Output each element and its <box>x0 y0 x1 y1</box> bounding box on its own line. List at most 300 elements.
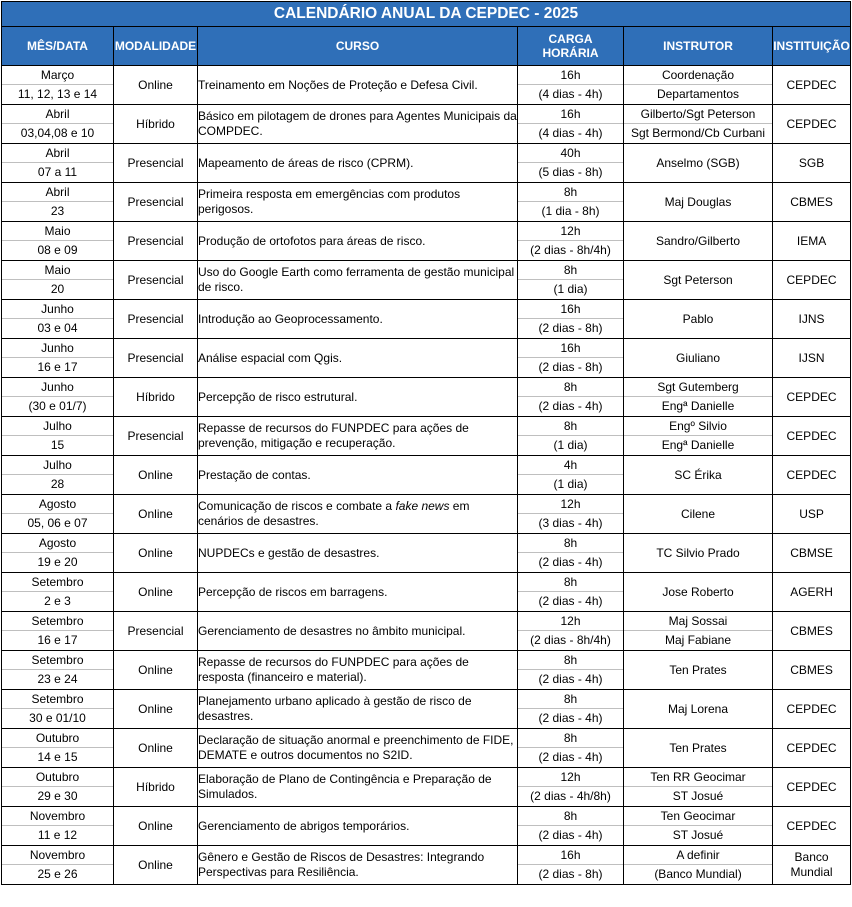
table-row <box>2 144 851 183</box>
course-cell <box>198 495 518 534</box>
date-cell <box>2 495 114 534</box>
hours-detail: (2 dias - 8h) <box>538 360 603 374</box>
institution-cell: CBMSE <box>773 534 851 573</box>
date-stack <box>2 807 113 845</box>
date-cell <box>2 807 114 846</box>
instructor-secondary: ST Josué <box>672 789 724 803</box>
institution-cell: CBMES <box>773 651 851 690</box>
month-text: Maio <box>2 222 113 241</box>
date-cell <box>2 534 114 573</box>
hours-cell <box>518 534 624 573</box>
hours-detail: (2 dias - 4h) <box>538 750 603 764</box>
month-text: Maio <box>2 261 113 280</box>
date-cell <box>2 729 114 768</box>
month-text: Setembro <box>2 651 113 670</box>
hours-total: 8h <box>518 261 623 280</box>
hours-cell <box>518 66 624 105</box>
hours-total: 8h <box>518 417 623 436</box>
institution-cell: CEPDEC <box>773 690 851 729</box>
modality-cell: Online <box>114 573 198 612</box>
instructor-cell <box>624 183 773 222</box>
hours-detail: (1 dia) <box>553 282 588 296</box>
course-text-em: fake news <box>395 499 450 513</box>
table-row <box>2 612 851 651</box>
hours-stack <box>518 222 623 260</box>
month-text: Abril <box>2 144 113 163</box>
days-text: 14 e 15 <box>37 750 78 764</box>
course-cell <box>198 573 518 612</box>
institution-cell: CEPDEC <box>773 456 851 495</box>
hours-stack <box>518 378 623 416</box>
institution-cell: CBMES <box>773 612 851 651</box>
hours-detail: (2 dias - 4h) <box>538 672 603 686</box>
days-text: 19 e 20 <box>37 555 78 569</box>
course-cell <box>198 300 518 339</box>
month-text: Novembro <box>2 846 113 865</box>
hours-stack <box>518 456 623 494</box>
hours-cell <box>518 144 624 183</box>
table-row <box>2 66 851 105</box>
month-text: Setembro <box>2 573 113 592</box>
instructor-stack <box>624 378 772 416</box>
modality-cell: Presencial <box>114 300 198 339</box>
hours-detail: (4 dias - 4h) <box>538 87 603 101</box>
modality-cell: Online <box>114 495 198 534</box>
date-cell <box>2 144 114 183</box>
instructor-primary: Jose Roberto <box>662 585 734 599</box>
date-stack <box>2 456 113 494</box>
instructor-primary: Giuliano <box>675 351 721 365</box>
date-cell <box>2 456 114 495</box>
table-row <box>2 456 851 495</box>
hours-cell <box>518 456 624 495</box>
hours-detail: (2 dias - 4h/8h) <box>530 789 611 803</box>
table-row <box>2 378 851 417</box>
hours-stack <box>518 612 623 650</box>
course-cell <box>198 729 518 768</box>
instructor-primary: Ten Prates <box>669 663 727 677</box>
table-row <box>2 729 851 768</box>
hours-cell <box>518 729 624 768</box>
date-cell <box>2 768 114 807</box>
hours-cell <box>518 378 624 417</box>
course-text: Elaboração de Plano de Contingência e Preparação de Simulados. <box>198 772 492 801</box>
hours-cell <box>518 573 624 612</box>
course-text: Mapeamento de áreas de risco (CPRM). <box>198 155 414 170</box>
date-stack <box>2 690 113 728</box>
hours-total: 8h <box>518 378 623 397</box>
hours-stack <box>518 144 623 182</box>
course-text: Introdução ao Geoprocessamento. <box>198 311 383 326</box>
days-text: 30 e 01/10 <box>29 711 86 725</box>
hours-cell <box>518 495 624 534</box>
hours-total: 12h <box>518 768 623 787</box>
hours-total: 8h <box>518 690 623 709</box>
hours-stack <box>518 339 623 377</box>
days-text: 05, 06 e 07 <box>27 516 88 530</box>
date-stack <box>2 651 113 689</box>
modality-cell: Online <box>114 456 198 495</box>
hours-stack <box>518 573 623 611</box>
date-cell <box>2 105 114 144</box>
table-row <box>2 339 851 378</box>
modality-cell: Online <box>114 729 198 768</box>
course-cell <box>198 612 518 651</box>
hours-total: 8h <box>518 807 623 826</box>
modality-cell: Online <box>114 66 198 105</box>
table-row <box>2 651 851 690</box>
course-text: Repasse de recursos do FUNPDEC para ações de resposta (financeiro e material). <box>198 655 469 684</box>
days-text: 29 e 30 <box>37 789 78 803</box>
date-stack <box>2 66 113 104</box>
instructor-primary: Maj Lorena <box>667 702 729 716</box>
hours-cell <box>518 300 624 339</box>
instructor-primary: Engº Silvio <box>624 417 772 436</box>
course-text-post: em cenários de desastres. <box>198 499 470 528</box>
modality-cell: Híbrido <box>114 105 198 144</box>
hours-detail: (2 dias - 4h) <box>538 594 603 608</box>
date-cell <box>2 261 114 300</box>
header-modality: MODALIDADE <box>114 27 198 66</box>
instructor-cell <box>624 66 773 105</box>
course-cell <box>198 846 518 885</box>
month-text: Março <box>2 66 113 85</box>
hours-cell <box>518 222 624 261</box>
month-text: Junho <box>2 378 113 397</box>
instructor-primary: Maj Sossai <box>624 612 772 631</box>
course-cell <box>198 690 518 729</box>
hours-detail: (2 dias - 8h/4h) <box>530 633 611 647</box>
modality-cell: Presencial <box>114 612 198 651</box>
hours-detail: (5 dias - 8h) <box>538 165 603 179</box>
header-date: MÊS/DATA <box>2 27 114 66</box>
instructor-stack <box>624 417 772 455</box>
course-text: Análise espacial com Qgis. <box>198 350 343 365</box>
instructor-cell <box>624 612 773 651</box>
date-cell <box>2 846 114 885</box>
instructor-cell <box>624 729 773 768</box>
institution-cell: CBMES <box>773 183 851 222</box>
instructor-primary: Ten Geocimar <box>624 807 772 826</box>
hours-total: 16h <box>518 300 623 319</box>
hours-detail: (1 dia) <box>553 477 588 491</box>
table-row <box>2 261 851 300</box>
date-cell <box>2 222 114 261</box>
instructor-primary: Ten RR Geocimar <box>624 768 772 787</box>
month-text: Julho <box>2 417 113 436</box>
date-stack <box>2 573 113 611</box>
instructor-cell <box>624 807 773 846</box>
month-text: Setembro <box>2 612 113 631</box>
table-row <box>2 846 851 885</box>
instructor-cell <box>624 261 773 300</box>
instructor-stack <box>624 846 772 884</box>
institution-cell: CEPDEC <box>773 768 851 807</box>
date-stack <box>2 729 113 767</box>
institution-cell: AGERH <box>773 573 851 612</box>
days-text: 20 <box>50 282 65 296</box>
date-stack <box>2 339 113 377</box>
hours-detail: (3 dias - 4h) <box>538 516 603 530</box>
date-stack <box>2 417 113 455</box>
instructor-cell <box>624 222 773 261</box>
hours-stack <box>518 495 623 533</box>
modality-cell: Presencial <box>114 339 198 378</box>
instructor-primary: Coordenação <box>624 66 772 85</box>
hours-detail: (2 dias - 4h) <box>538 555 603 569</box>
hours-detail: (2 dias - 4h) <box>538 399 603 413</box>
hours-detail: (2 dias - 8h) <box>538 321 603 335</box>
institution-cell: SGB <box>773 144 851 183</box>
date-stack <box>2 105 113 143</box>
date-cell <box>2 378 114 417</box>
instructor-cell <box>624 105 773 144</box>
instructor-secondary: Maj Fabiane <box>664 633 732 647</box>
header-hours <box>518 27 624 66</box>
month-text: Outubro <box>2 729 113 748</box>
instructor-cell <box>624 573 773 612</box>
header-course: CURSO <box>198 27 518 66</box>
instructor-secondary: ST Josué <box>672 828 724 842</box>
table-row <box>2 495 851 534</box>
hours-detail: (2 dias - 8h) <box>538 867 603 881</box>
month-text: Agosto <box>2 495 113 514</box>
institution-cell: CEPDEC <box>773 417 851 456</box>
hours-total: 16h <box>518 105 623 124</box>
calendar-table <box>1 1 851 885</box>
modality-cell: Online <box>114 690 198 729</box>
hours-total: 16h <box>518 846 623 865</box>
institution-cell: CEPDEC <box>773 66 851 105</box>
modality-cell: Presencial <box>114 222 198 261</box>
hours-stack <box>518 690 623 728</box>
month-text: Agosto <box>2 534 113 553</box>
instructor-stack <box>624 612 772 650</box>
table-row <box>2 183 851 222</box>
instructor-cell <box>624 846 773 885</box>
instructor-cell <box>624 690 773 729</box>
instructor-cell <box>624 768 773 807</box>
instructor-stack <box>624 105 772 143</box>
table-row <box>2 768 851 807</box>
hours-cell <box>518 690 624 729</box>
hours-total: 8h <box>518 534 623 553</box>
date-stack <box>2 768 113 806</box>
course-text: Prestação de contas. <box>198 467 311 482</box>
month-text: Junho <box>2 300 113 319</box>
hours-total: 12h <box>518 495 623 514</box>
course-cell <box>198 807 518 846</box>
hours-total: 8h <box>518 573 623 592</box>
hours-cell <box>518 261 624 300</box>
institution-cell: CEPDEC <box>773 378 851 417</box>
instructor-cell <box>624 339 773 378</box>
hours-total: 16h <box>518 66 623 85</box>
hours-detail: (4 dias - 4h) <box>538 126 603 140</box>
course-cell <box>198 768 518 807</box>
instructor-primary: A definir <box>624 846 772 865</box>
hours-total: 16h <box>518 339 623 358</box>
instructor-primary: Cilene <box>680 507 716 521</box>
instructor-primary: Sgt Gutemberg <box>624 378 772 397</box>
course-cell <box>198 339 518 378</box>
course-cell <box>198 183 518 222</box>
instructor-cell <box>624 495 773 534</box>
days-text: 11 e 12 <box>37 828 78 842</box>
institution-cell: IEMA <box>773 222 851 261</box>
instructor-secondary: Departamentos <box>656 87 740 101</box>
date-stack <box>2 846 113 884</box>
instructor-stack <box>624 66 772 104</box>
hours-stack <box>518 807 623 845</box>
table-row <box>2 222 851 261</box>
table-row <box>2 573 851 612</box>
course-cell <box>198 144 518 183</box>
hours-total: 8h <box>518 183 623 202</box>
course-cell <box>198 378 518 417</box>
hours-detail: (1 dia - 8h) <box>541 204 600 218</box>
instructor-cell <box>624 651 773 690</box>
days-text: 16 e 17 <box>37 633 78 647</box>
hours-stack <box>518 183 623 221</box>
instructor-primary: Pablo <box>682 312 714 326</box>
hours-total: 4h <box>518 456 623 475</box>
institution-cell: USP <box>773 495 851 534</box>
modality-cell: Presencial <box>114 183 198 222</box>
instructor-primary: Sgt Peterson <box>663 273 733 287</box>
date-cell <box>2 573 114 612</box>
date-cell <box>2 417 114 456</box>
date-cell <box>2 300 114 339</box>
course-cell <box>198 417 518 456</box>
date-cell <box>2 66 114 105</box>
instructor-cell <box>624 300 773 339</box>
modality-cell: Presencial <box>114 144 198 183</box>
days-text: (30 e 01/7) <box>28 399 87 413</box>
course-cell <box>198 105 518 144</box>
instructor-cell <box>624 456 773 495</box>
course-text-pre: Comunicação de riscos e combate a <box>198 499 396 513</box>
date-cell <box>2 690 114 729</box>
course-text: Gerenciamento de desastres no âmbito municipal. <box>198 623 466 638</box>
hours-total: 12h <box>518 222 623 241</box>
modality-cell: Presencial <box>114 417 198 456</box>
instructor-secondary: Sgt Bermond/Cb Curbani <box>630 126 766 140</box>
institution-cell: IJNS <box>773 300 851 339</box>
days-text: 16 e 17 <box>37 360 78 374</box>
institution-cell: CEPDEC <box>773 105 851 144</box>
modality-cell: Online <box>114 807 198 846</box>
course-cell <box>198 66 518 105</box>
date-stack <box>2 300 113 338</box>
days-text: 25 e 26 <box>37 867 78 881</box>
date-stack <box>2 261 113 299</box>
institution-cell: IJSN <box>773 339 851 378</box>
course-text: Gerenciamento de abrigos temporários. <box>198 818 410 833</box>
date-cell <box>2 183 114 222</box>
instructor-secondary: Engª Danielle <box>661 399 735 413</box>
institution-cell: CEPDEC <box>773 729 851 768</box>
month-text: Abril <box>2 183 113 202</box>
table-body <box>2 66 851 885</box>
days-text: 07 a 11 <box>37 165 78 179</box>
hours-total: 12h <box>518 612 623 631</box>
course-text: Gênero e Gestão de Riscos de Desastres: Integrando Perspectivas para Resiliência. <box>198 850 485 879</box>
course-cell <box>198 534 518 573</box>
hours-detail: (1 dia) <box>553 438 588 452</box>
days-text: 08 e 09 <box>37 243 78 257</box>
modality-cell: Híbrido <box>114 378 198 417</box>
course-text: Planejamento urbano aplicado à gestão de risco de desastres. <box>198 694 472 723</box>
institution-cell: CEPDEC <box>773 261 851 300</box>
date-stack <box>2 378 113 416</box>
table-row <box>2 690 851 729</box>
hours-stack <box>518 300 623 338</box>
month-text: Outubro <box>2 768 113 787</box>
instructor-primary: Gilberto/Sgt Peterson <box>624 105 772 124</box>
hours-cell <box>518 339 624 378</box>
course-text: Percepção de risco estrutural. <box>198 389 358 404</box>
instructor-cell <box>624 378 773 417</box>
course-text: Produção de ortofotos para áreas de risco. <box>198 233 426 248</box>
instructor-stack <box>624 807 772 845</box>
hours-cell <box>518 651 624 690</box>
hours-cell <box>518 183 624 222</box>
date-stack <box>2 144 113 182</box>
header-institution: INSTITUIÇÃO <box>773 27 851 66</box>
course-text: Básico em pilotagem de drones para Agentes Municipais da COMPDEC. <box>198 109 517 138</box>
days-text: 2 e 3 <box>44 594 71 608</box>
modality-cell: Online <box>114 651 198 690</box>
institution-cell: CEPDEC <box>773 807 851 846</box>
header-hours-label: CARGA HORÁRIA <box>542 32 599 60</box>
table-row <box>2 807 851 846</box>
hours-cell <box>518 846 624 885</box>
course-cell <box>198 261 518 300</box>
date-stack <box>2 612 113 650</box>
hours-stack <box>518 651 623 689</box>
course-cell <box>198 222 518 261</box>
table-row <box>2 300 851 339</box>
course-text: Declaração de situação anormal e preenchimento de FIDE, DEMATE e outros documentos no S2ID. <box>198 733 514 762</box>
month-text: Abril <box>2 105 113 124</box>
instructor-secondary: Engª Danielle <box>661 438 735 452</box>
hours-cell <box>518 768 624 807</box>
course-text: Primeira resposta em emergências com produtos perigosos. <box>198 187 461 216</box>
date-cell <box>2 339 114 378</box>
hours-cell <box>518 807 624 846</box>
hours-detail: (2 dias - 8h/4h) <box>530 243 611 257</box>
days-text: 11, 12, 13 e 14 <box>17 87 98 101</box>
instructor-primary: Anselmo (SGB) <box>656 156 740 170</box>
instructor-cell <box>624 534 773 573</box>
date-stack <box>2 495 113 533</box>
instructor-primary: Ten Prates <box>669 741 727 755</box>
course-text: Uso do Google Earth como ferramenta de gestão municipal de risco. <box>198 265 515 294</box>
month-text: Junho <box>2 339 113 358</box>
hours-cell <box>518 105 624 144</box>
month-text: Julho <box>2 456 113 475</box>
instructor-primary: Sandro/Gilberto <box>655 234 741 248</box>
header-instructor: INSTRUTOR <box>624 27 773 66</box>
table-row <box>2 417 851 456</box>
days-text: 15 <box>50 438 65 452</box>
course-cell <box>198 651 518 690</box>
instructor-stack <box>624 768 772 806</box>
days-text: 03 e 04 <box>37 321 78 335</box>
hours-total: 40h <box>518 144 623 163</box>
hours-cell <box>518 417 624 456</box>
